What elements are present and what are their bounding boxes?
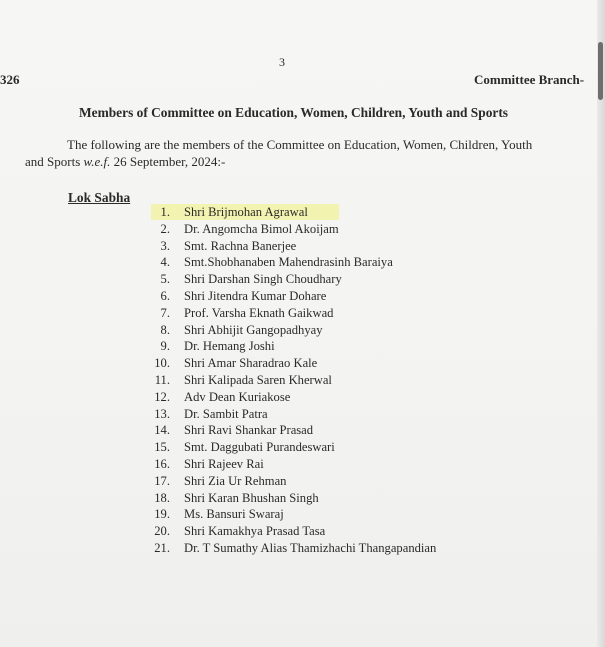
member-name: Shri Brijmohan Agrawal — [184, 205, 308, 219]
member-number: 6. — [160, 288, 170, 303]
member-number: 8. — [160, 322, 170, 337]
member-name: Shri Jitendra Kumar Dohare — [184, 288, 327, 303]
member-name: Shri Kalipada Saren Kherwal — [184, 372, 332, 387]
member-number: 9. — [160, 339, 170, 354]
member-item — [0, 541, 605, 558]
member-number: 2. — [160, 221, 170, 236]
member-item — [0, 407, 605, 424]
member-item — [0, 356, 605, 373]
member-name: Smt.Shobhanaben Mahendrasinh Baraiya — [184, 255, 393, 270]
member-name: Adv Dean Kuriakose — [184, 389, 291, 404]
member-number: 4. — [160, 255, 170, 270]
intro-line-1: The following are the members of the Committee on Education, Women, Children, Youth — [67, 137, 533, 152]
member-item — [0, 255, 605, 272]
member-item — [0, 222, 605, 239]
member-name: Prof. Varsha Eknath Gaikwad — [184, 305, 334, 320]
member-number: 14. — [154, 423, 170, 438]
branch-label: Committee Branch- — [474, 72, 585, 87]
member-name: Shri Kamakhya Prasad Tasa — [184, 524, 326, 539]
member-number: 3. — [160, 238, 170, 253]
intro-line-2-prefix: and Sports — [25, 154, 81, 169]
member-item — [0, 507, 605, 524]
member-item — [0, 272, 605, 289]
member-name: Smt. Daggubati Purandeswari — [184, 440, 335, 455]
member-number: 11. — [154, 372, 170, 387]
member-item — [0, 474, 605, 491]
member-item — [0, 339, 605, 356]
member-item — [0, 457, 605, 474]
member-name: Smt. Rachna Banerjee — [184, 238, 297, 253]
wef-text: w.e.f. — [83, 154, 111, 169]
member-item — [0, 239, 605, 256]
document-title: Members of Committee on Education, Women, Children, Youth and Sports — [79, 105, 509, 120]
member-name: Shri Rajeev Rai — [184, 456, 264, 471]
member-item — [0, 289, 605, 306]
scroll-handle[interactable] — [598, 42, 603, 100]
member-name: Dr. T Sumathy Alias Thamizhachi Thangapandian — [184, 540, 437, 555]
member-number: 19. — [154, 507, 170, 522]
intro-line-2 — [25, 154, 225, 170]
member-name: Shri Karan Bhushan Singh — [184, 490, 319, 505]
member-number: 13. — [154, 406, 170, 421]
member-item — [0, 373, 605, 390]
intro-line-2-suffix: 26 September, 2024:- — [110, 154, 226, 169]
member-item — [0, 440, 605, 457]
page-number: 3 — [279, 55, 285, 69]
member-name: Shri Ravi Shankar Prasad — [184, 423, 314, 438]
member-item — [0, 205, 605, 222]
member-number: 10. — [154, 356, 170, 371]
member-number: 21. — [154, 540, 170, 555]
member-item — [0, 306, 605, 323]
member-item — [0, 390, 605, 407]
member-item — [0, 524, 605, 541]
member-number: 17. — [154, 473, 170, 488]
member-name: Shri Amar Sharadrao Kale — [184, 356, 318, 371]
member-name: Shri Zia Ur Rehman — [184, 473, 287, 488]
member-name: Shri Darshan Singh Choudhary — [184, 272, 342, 287]
member-name: Dr. Angomcha Bimol Akoijam — [184, 221, 339, 236]
member-number: 16. — [154, 456, 170, 471]
member-item — [0, 491, 605, 508]
member-item — [0, 323, 605, 340]
member-number: 7. — [160, 305, 170, 320]
member-number: 15. — [154, 440, 170, 455]
member-number: 12. — [154, 389, 170, 404]
members-list — [0, 205, 605, 558]
member-number: 1. — [160, 205, 170, 219]
member-name: Ms. Bansuri Swaraj — [184, 507, 284, 522]
member-number: 18. — [154, 490, 170, 505]
member-name: Shri Abhijit Gangopadhyay — [184, 322, 323, 337]
member-item — [0, 423, 605, 440]
section-heading-lok-sabha: Lok Sabha — [68, 190, 131, 205]
member-name: Dr. Hemang Joshi — [184, 339, 275, 354]
document-id: 326 — [0, 72, 20, 87]
member-name: Dr. Sambit Patra — [184, 406, 268, 421]
member-number: 5. — [160, 272, 170, 287]
member-number: 20. — [154, 524, 170, 539]
